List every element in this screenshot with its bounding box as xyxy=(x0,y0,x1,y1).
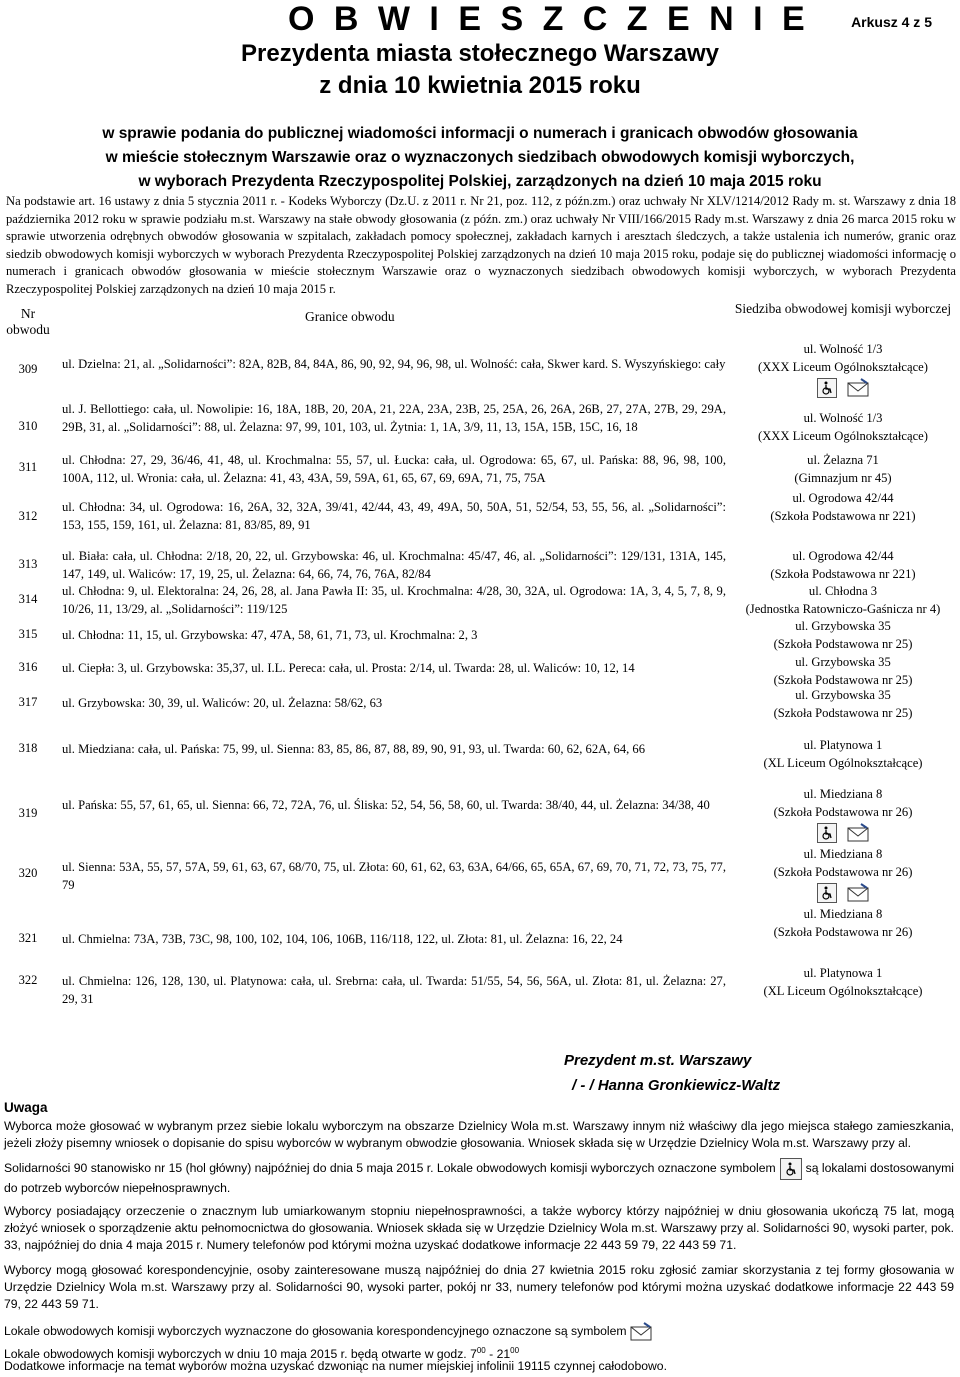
site-name: (Szkoła Podstawowa nr 25) xyxy=(773,673,913,687)
site-address: ul. Grzybowska 35 xyxy=(795,619,891,633)
site-icons xyxy=(730,883,956,903)
envelope-icon xyxy=(847,883,869,903)
site-name: (Szkoła Podstawowa nr 221) xyxy=(770,567,916,581)
row-text: ul. J. Bellottiego: cała, ul. Nowolipie: 16, 18A, 18B, 20, 20A, 21, 22A, 23A, 23B, 25, 25A, 26, 26A, 26B, 27, 27A, 27B, 29, 29A, 29B, 31, al. „Solidarności”: 88, ul. Żelazna: 97, 99, 101, 103, ul. Żytnia: 1, 1A, 3/9, 11, 13, 15A, 15B, 15C, 16, 18 xyxy=(62,402,726,434)
notes-heading: Uwaga xyxy=(4,1100,48,1115)
row-text: ul. Chłodna: 27, 29, 36/46, 41, 48, ul. Krochmalna: 55, 57, ul. Łucka: cała, ul. Ogrodowa: 65, 67, ul. Pańska: 88, 96, 98, 100, 100A, 112, ul. Wronia: cała, ul. Żelazna: 41, 43, 43A, 59, 59A, 61, 65, 67, 69, 69A, 71, 75, 75A xyxy=(62,453,726,485)
site-icons xyxy=(730,378,956,398)
envelope-icon xyxy=(847,823,869,843)
site-address: ul. Żelazna 71 xyxy=(807,453,879,467)
row-text: ul. Grzybowska: 30, 39, ul. Waliców: 20, ul. Żelazna: 58/62, 63 xyxy=(62,696,383,710)
row-nr: 321 xyxy=(18,931,38,945)
site-name: (Szkoła Podstawowa nr 25) xyxy=(773,637,913,651)
row-site xyxy=(730,409,956,445)
wheelchair-icon xyxy=(817,823,837,843)
row-site xyxy=(730,547,956,583)
row-text: ul. Ciepła: 3, ul. Grzybowska: 35,37, ul. I.L. Pereca: cała, ul. Prosta: 2/14, ul. Twarda: 28, ul. Waliców: 10, 12, 14 xyxy=(62,661,635,675)
site-name: (Jednostka Ratowniczo-Gaśnicza nr 4) xyxy=(745,602,941,616)
site-address: ul. Ogrodowa 42/44 xyxy=(792,549,894,563)
document-title: O B W I E S Z C Z E N I E xyxy=(288,0,810,38)
row-site xyxy=(730,489,956,525)
signature-title: Prezydent m.st. Warszawy xyxy=(564,1052,752,1069)
site-name: (XXX Liceum Ogólnokształcące) xyxy=(758,360,928,374)
site-address: ul. Grzybowska 35 xyxy=(795,688,891,702)
row-site xyxy=(730,686,956,722)
wheelchair-icon xyxy=(780,1158,802,1180)
row-text: ul. Chłodna: 34, ul. Ogrodowa: 16, 26A, 32, 32A, 39/41, 42/44, 43, 49, 49A, 50, 50A, 51, 52/54, 53, 55, 56, al. „Solidarności”: 153, 155, 159, 161, ul. Żelazna: 81, 83/85, 89, 91 xyxy=(62,500,726,532)
note-paragraph xyxy=(4,1322,954,1342)
site-name: (Szkoła Podstawowa nr 26) xyxy=(773,925,913,939)
site-address: ul. Wolność 1/3 xyxy=(803,411,883,425)
row-site xyxy=(730,582,956,618)
note-paragraph: Wyborca może głosować w wybranym przez siebie lokalu wyborczym na obszarze Dzielnicy Wola m.st. Warszawy innym niż właściwy dla jego miejsca stałego zamieszkania, jeżeli złoży pisemny wniosek o dopisanie do spisu wyborców w wybranym obwodzie głosowania. Wniosek składa się w Urzędzie Dzielnicy Wola m.st. Warszawy przy al. xyxy=(4,1119,954,1150)
row-nr: 319 xyxy=(18,806,38,820)
row-nr: 314 xyxy=(18,592,38,606)
site-address: ul. Miedziana 8 xyxy=(803,907,883,921)
row-site xyxy=(730,845,956,903)
site-address: ul. Platynowa 1 xyxy=(803,738,883,752)
header-nr-label: Nr obwodu xyxy=(6,306,50,337)
row-site xyxy=(730,905,956,941)
row-text: ul. Chmielna: 126, 128, 130, ul. Platynowa: cała, ul. Srebrna: cała, ul. Twarda: 51/55, 54, 56, 56A, ul. Złota: 81, ul. Żelazna: 27, 29, 31 xyxy=(62,974,726,1006)
site-name: (Szkoła Podstawowa nr 221) xyxy=(770,509,916,523)
envelope-icon xyxy=(847,378,869,398)
site-address: ul. Ogrodowa 42/44 xyxy=(792,491,894,505)
row-nr: 316 xyxy=(18,660,38,674)
row-nr: 320 xyxy=(18,866,38,880)
row-nr: 313 xyxy=(18,557,38,571)
hour-superscript: 00 xyxy=(510,1346,520,1355)
row-text: ul. Chłodna: 11, 15, ul. Grzybowska: 47, 47A, 58, 61, 71, 73, ul. Krochmalna: 2, 3 xyxy=(62,628,478,642)
site-name: (Szkoła Podstawowa nr 26) xyxy=(773,865,913,879)
row-nr: 310 xyxy=(18,419,38,433)
row-site xyxy=(730,653,956,689)
header-granice: Granice obwodu xyxy=(305,309,395,324)
row-text: ul. Chłodna: 9, ul. Elektoralna: 24, 26, 28, al. Jana Pawła II: 35, ul. Krochmalna: 4/28, 30, 32A, ul. Ogrodowa: 1A, 3, 4, 5, 7, 8, 9, 10/26, 11, 13/29, al. „Solidarności”: 119/125 xyxy=(62,584,726,616)
wheelchair-icon xyxy=(817,883,837,903)
note-paragraph: Dodatkowe informacje na temat wyborów można uzyskać dzwoniąc na numer miejskiej infolinii 19115 czynnej całodobowo. xyxy=(4,1359,667,1373)
row-nr: 311 xyxy=(18,460,38,474)
row-site xyxy=(730,785,956,843)
wheelchair-icon xyxy=(817,378,837,398)
issuer-line: Prezydenta miasta stołecznego Warszawy xyxy=(241,40,719,67)
row-text: ul. Dzielna: 21, al. „Solidarności”: 82A, 82B, 84, 84A, 86, 90, 92, 94, 96, 98, ul. Wolność: cała, Skwer kard. S. Wyszyńskiego: cały xyxy=(62,357,726,371)
row-site xyxy=(730,736,956,772)
preamble: Na podstawie art. 16 ustawy z dnia 5 stycznia 2011 r. - Kodeks Wyborczy (Dz.U. z 2011 r. Nr 21, poz. 112, z późn.zm.) oraz uchwały Nr XLV/1214/2012 Rady m. st. Warszawy z dnia 18 października 2012 roku w sprawie podziału m.st. Warszawy na stałe obwody głosowania (z późn. zm.) oraz uchwały Nr VIII/166/2015 Rady m.st. Warszawy z dnia 26 marca 2015 roku w sprawie utworzenia odrębnych obwodów głosowania w szpitalach, zakładach pomocy społecznej, zakładach karnych i aresztach śledczych, a także ustalenia ich numerów, granic oraz siedzib obwodowych komisji wyborczych w wyborach Prezydenta Rzeczypospolitej Polskiej zarządzonych na dzień 10 maja 2015 roku, podaje się do publicznej wiadomości informację o numerach i granicach obwodów głosowania w mieście stołecznym Warszawie oraz o wyznaczonych siedzibach obwodowych komisji wyborczych, w wyborach Prezydenta Rzeczypospolitej Polskiej zarządzonych na dzień 10 maja 2015 r. xyxy=(6,194,956,296)
note-paragraph xyxy=(4,1158,954,1197)
subject-line-2: w mieście stołecznym Warszawie oraz o wyznaczonych siedzibach obwodowych komisji wyborczych, xyxy=(105,149,855,166)
header-nr xyxy=(0,306,56,338)
site-address: ul. Platynowa 1 xyxy=(803,966,883,980)
note-paragraph: Wyborcy posiadający orzeczenie o znacznym lub umiarkowanym stopniu niepełnosprawności, a także wyborcy którzy najpóźniej w dniu głosowania ukończą 75 lat, mogą złożyć wniosek o sporządzenie aktu pełnomocnictwa do głosowania. Wniosek składa się w Urzędzie Dzielnicy Wola m.st. Warszawy przy al. Solidarności 90, wysoki parter, pok. 33, najpóźniej do dnia 4 maja 2015 r. Numery telefonów pod którymi można uzyskać dodatkowe informacje 22 443 59 79, 22 443 59 71. xyxy=(4,1204,954,1252)
row-text: ul. Biała: cała, ul. Chłodna: 2/18, 20, 22, ul. Grzybowska: 46, ul. Krochmalna: 45/47, 46, al. „Solidarności”: 129/131, 131A, 145, 147, 149, ul. Waliców: 17, 19, 25, ul. Żelazna: 64, 66, 74, 76, 76A, 82/84 xyxy=(62,549,726,581)
signature-name: / - / Hanna Gronkiewicz-Waltz xyxy=(572,1077,781,1094)
site-name: (XL Liceum Ogólnokształcące) xyxy=(763,756,923,770)
row-site xyxy=(730,964,956,1000)
envelope-icon xyxy=(630,1322,652,1342)
row-site xyxy=(730,340,956,398)
site-name: (XXX Liceum Ogólnokształcące) xyxy=(758,429,928,443)
site-name: (Gimnazjum nr 45) xyxy=(794,471,892,485)
sheet-number: Arkusz 4 z 5 xyxy=(851,14,932,30)
note-text: Lokale obwodowych komisji wyborczych wyznaczone do głosowania korespondencyjnego oznaczone są symbolem xyxy=(4,1324,627,1339)
row-text: ul. Sienna: 53A, 55, 57, 57A, 59, 61, 63, 67, 68/70, 75, ul. Złota: 60, 61, 62, 63, 63A, 64/66, 65, 65A, 67, 69, 70, 71, 72, 73, 75, 77, 79 xyxy=(62,860,726,892)
site-name: (XL Liceum Ogólnokształcące) xyxy=(763,984,923,998)
note-text: Lokale obwodowych komisji wyborczych w dniu 10 maja 2015 r. będą otwarte w godz. 7 xyxy=(4,1347,477,1362)
note-text: Solidarności 90 stanowisko nr 15 (hol główny) najpóźniej do dnia 5 maja 2015 r. Lokale obwodowych komisji wyborczych oznaczone symbolem xyxy=(4,1161,776,1176)
site-name: (Szkoła Podstawowa nr 25) xyxy=(773,706,913,720)
note-text: - 21 xyxy=(485,1347,511,1362)
subject xyxy=(0,122,960,194)
subject-line-1: w sprawie podania do publicznej wiadomości informacji o numerach i granicach obwodów głosowania xyxy=(102,125,858,142)
row-nr: 317 xyxy=(18,695,38,709)
site-address: ul. Miedziana 8 xyxy=(803,787,883,801)
note-text: są lokalami dostosowanymi do potrzeb wyborców niepełnosprawnych. xyxy=(4,1161,954,1195)
date-line: z dnia 10 kwietnia 2015 roku xyxy=(319,72,641,99)
row-nr: 318 xyxy=(18,741,38,755)
row-site xyxy=(730,617,956,653)
site-icons xyxy=(730,823,956,843)
row-nr: 309 xyxy=(18,362,38,376)
site-address: ul. Chłodna 3 xyxy=(808,584,878,598)
note-paragraph: Wyborcy mogą głosować korespondencyjnie, osoby zainteresowane muszą najpóźniej do dnia 27 kwietnia 2015 roku zgłosić zamiar skorzystania z tej formy głosowania w Urzędzie Dzielnicy Wola m.st. Warszawy przy al. Solidarności 90, wysoki parter, pokój nr 33, numery telefonów pod którymi można uzyskać dodatkowe informacje 22 443 59 79, 22 443 59 71. xyxy=(4,1263,954,1311)
subject-line-3: w wyborach Prezydenta Rzeczypospolitej Polskiej, zarządzonych na dzień 10 maja 2015 roku xyxy=(138,173,822,190)
hour-superscript: 00 xyxy=(476,1346,486,1355)
row-text: ul. Miedziana: cała, ul. Pańska: 75, 99, ul. Sienna: 83, 85, 86, 87, 88, 89, 90, 91, 93, ul. Twarda: 60, 62, 62A, 64, 66 xyxy=(62,742,646,756)
site-address: ul. Miedziana 8 xyxy=(803,847,883,861)
site-address: ul. Grzybowska 35 xyxy=(795,655,891,669)
row-nr: 315 xyxy=(18,627,38,641)
row-text: ul. Pańska: 55, 57, 61, 65, ul. Sienna: 66, 72, 72A, 76, ul. Śliska: 52, 54, 56, 58, 60, ul. Twarda: 38/40, 44, ul. Żelazna: 34/38, 40 xyxy=(62,798,710,812)
row-text: ul. Chmielna: 73A, 73B, 73C, 98, 100, 102, 104, 106, 106B, 116/118, 122, ul. Złota: 81, ul. Żelazna: 16, 22, 24 xyxy=(62,932,623,946)
row-nr: 322 xyxy=(18,973,38,987)
row-nr: 312 xyxy=(18,509,38,523)
header-siedziba: Siedziba obwodowej komisji wyborczej xyxy=(734,301,952,316)
site-name: (Szkoła Podstawowa nr 26) xyxy=(773,805,913,819)
row-site xyxy=(730,451,956,487)
site-address: ul. Wolność 1/3 xyxy=(803,342,883,356)
